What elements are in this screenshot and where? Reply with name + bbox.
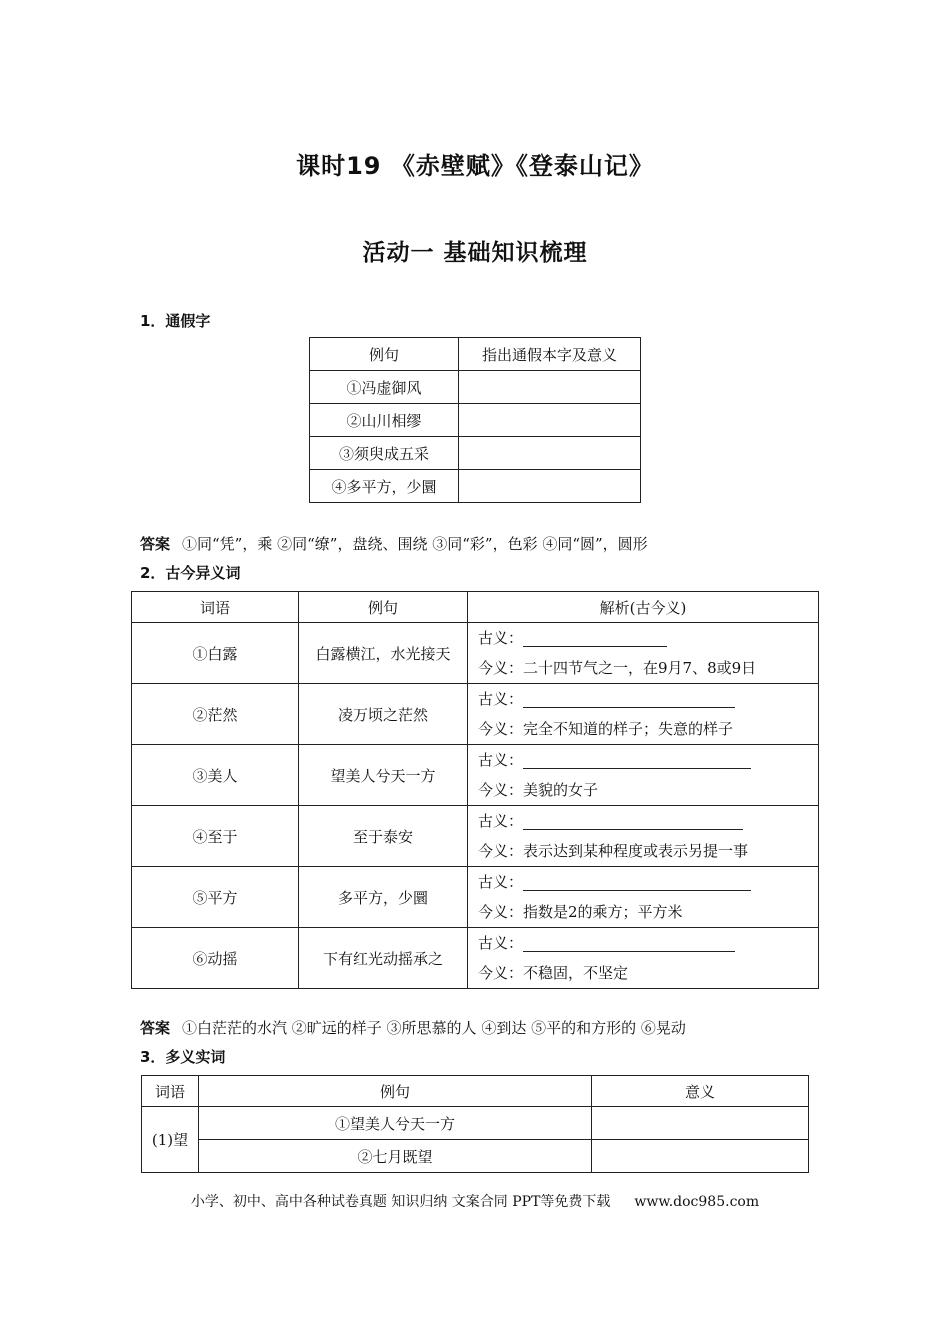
modern-meaning: 今义：完全不知道的样子；失意的样子 <box>478 720 734 738</box>
answer-blank[interactable] <box>523 693 735 708</box>
answer-text: ①同“凭”，乘 ②同“缭”，盘绕、围绕 ③同“彩”，色彩 ④同“圆”，圆形 <box>182 535 648 553</box>
example-cell: 凌万顷之茫然 <box>299 684 468 745</box>
table-header-cell: 例句 <box>299 592 468 623</box>
table-row <box>132 867 819 928</box>
table-header-cell: 例句 <box>199 1076 592 1107</box>
analysis-cell <box>468 806 819 867</box>
ancient-line[interactable] <box>478 928 818 958</box>
example-cell: ①望美人兮天一方 <box>199 1107 592 1140</box>
modern-meaning: 今义：指数是2的乘方；平方米 <box>478 903 683 921</box>
table-row <box>142 1140 809 1173</box>
example-cell: 白露横江，水光接天 <box>299 623 468 684</box>
table-header-row <box>132 592 819 623</box>
ancient-line[interactable] <box>478 684 818 714</box>
modern-meaning: 今义：不稳固，不坚定 <box>478 964 629 982</box>
answer-blank[interactable] <box>523 876 751 891</box>
footer-text: 小学、初中、高中各种试卷真题 知识归纳 文案合同 PPT等免费下载 <box>190 1194 611 1210</box>
example-cell: 多平方，少圜 <box>299 867 468 928</box>
modern-meaning: 今义：二十四节气之一，在9月7、8或9日 <box>478 659 757 677</box>
table-header-row <box>310 338 641 371</box>
example-cell: ①冯虚御风 <box>310 371 459 404</box>
analysis-cell <box>468 867 819 928</box>
example-cell: 下有红光动摇承之 <box>299 928 468 989</box>
word-cell: ①白露 <box>132 623 299 684</box>
modern-meaning: 今义：表示达到某种程度或表示另提一事 <box>478 842 749 860</box>
table-row <box>132 806 819 867</box>
ancient-label: 古义： <box>478 629 524 647</box>
ancient-line[interactable] <box>478 806 818 836</box>
word-cell: ⑥动摇 <box>132 928 299 989</box>
ancient-line[interactable] <box>478 745 818 775</box>
section1-answer <box>140 533 648 554</box>
example-cell: 望美人兮天一方 <box>299 745 468 806</box>
table-header-cell: 解析(古今义) <box>468 592 819 623</box>
footer-url[interactable]: www.doc985.com <box>634 1194 760 1210</box>
section1-title: 1．通假字 <box>140 312 211 330</box>
table-row <box>132 928 819 989</box>
ancient-label: 古义： <box>478 873 524 891</box>
answer-blank[interactable] <box>523 937 735 952</box>
word-cell: ④至于 <box>132 806 299 867</box>
table-row <box>142 1107 809 1140</box>
section3-title: 3．多义实词 <box>140 1048 226 1066</box>
table-row <box>132 745 819 806</box>
word-cell: (1)望 <box>142 1107 199 1173</box>
word-cell: ③美人 <box>132 745 299 806</box>
answer-cell[interactable] <box>459 437 641 470</box>
answer-cell[interactable] <box>592 1107 809 1140</box>
analysis-cell <box>468 623 819 684</box>
section1-table <box>309 337 641 503</box>
analysis-cell <box>468 928 819 989</box>
example-cell: ②山川相缪 <box>310 404 459 437</box>
example-cell: ②七月既望 <box>199 1140 592 1173</box>
answer-tag: 答案 <box>140 1019 171 1037</box>
answer-tag: 答案 <box>140 535 171 553</box>
word-cell: ②茫然 <box>132 684 299 745</box>
table-row <box>310 470 641 503</box>
page-footer <box>0 1191 950 1211</box>
ancient-label: 古义： <box>478 751 524 769</box>
section2-title: 2．古今异义词 <box>140 564 241 582</box>
table-header-cell: 指出通假本字及意义 <box>459 338 641 371</box>
answer-text: ①白茫茫的水汽 ②旷远的样子 ③所思慕的人 ④到达 ⑤平的和方形的 ⑥晃动 <box>182 1019 686 1037</box>
ancient-line[interactable] <box>478 623 818 653</box>
table-header-cell: 词语 <box>132 592 299 623</box>
answer-blank[interactable] <box>523 815 743 830</box>
table-header-cell: 意义 <box>592 1076 809 1107</box>
answer-blank[interactable] <box>523 632 667 647</box>
example-cell: ③须臾成五采 <box>310 437 459 470</box>
table-row <box>310 404 641 437</box>
modern-meaning: 今义：美貌的女子 <box>478 781 599 799</box>
page-title: 课时19 《赤壁赋》《登泰山记》 <box>296 152 654 180</box>
table-header-row <box>142 1076 809 1107</box>
table-row <box>310 371 641 404</box>
section2-table <box>131 591 819 989</box>
answer-cell[interactable] <box>459 371 641 404</box>
analysis-cell <box>468 684 819 745</box>
ancient-label: 古义： <box>478 934 524 952</box>
answer-blank[interactable] <box>523 754 751 769</box>
example-cell: ④多平方，少圜 <box>310 470 459 503</box>
table-row <box>310 437 641 470</box>
word-cell: ⑤平方 <box>132 867 299 928</box>
answer-cell[interactable] <box>459 404 641 437</box>
analysis-cell <box>468 745 819 806</box>
example-cell: 至于泰安 <box>299 806 468 867</box>
table-row <box>132 684 819 745</box>
ancient-line[interactable] <box>478 867 818 897</box>
ancient-label: 古义： <box>478 812 524 830</box>
answer-cell[interactable] <box>459 470 641 503</box>
activity-title: 活动一 基础知识梳理 <box>362 240 588 266</box>
section2-answer <box>140 1017 686 1038</box>
table-header-cell: 词语 <box>142 1076 199 1107</box>
answer-cell[interactable] <box>592 1140 809 1173</box>
section3-table <box>141 1075 809 1173</box>
table-header-cell: 例句 <box>310 338 459 371</box>
ancient-label: 古义： <box>478 690 524 708</box>
table-row <box>132 623 819 684</box>
